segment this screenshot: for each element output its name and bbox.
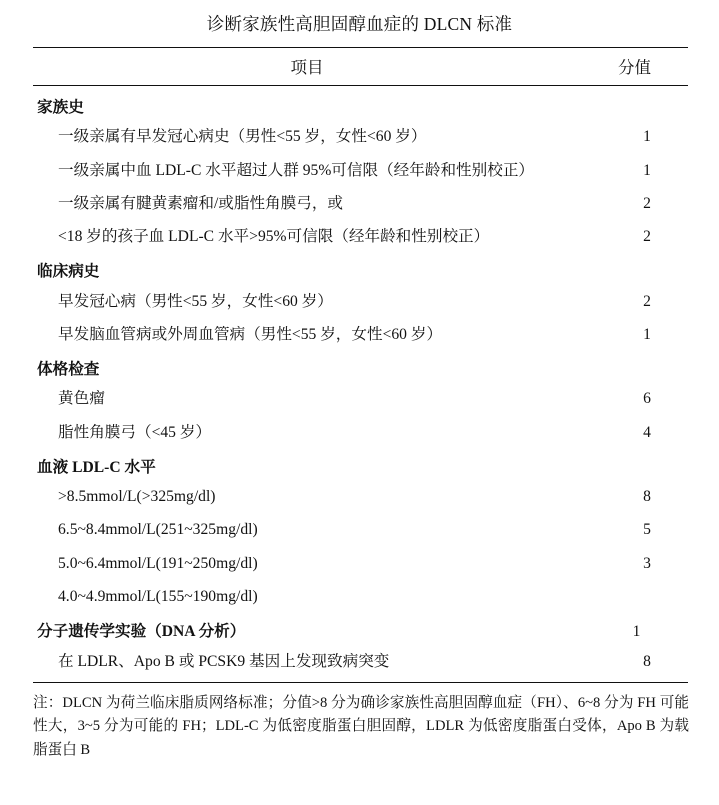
- section-label: 体格检查: [37, 361, 100, 379]
- criterion-score: 8: [643, 652, 651, 670]
- column-header-score: 分值: [618, 58, 651, 77]
- criterion-score: 2: [643, 292, 651, 310]
- criterion-label: <18 岁的孩子血 LDL-C 水平>95%可信限（经年龄和性别校正）: [58, 228, 490, 246]
- table-row: [33, 285, 688, 318]
- criterion-score: 1: [632, 623, 641, 641]
- table-row: [33, 645, 688, 678]
- page-title: 诊断家族性高胆固醇血症的 DLCN 标准: [206, 14, 513, 34]
- footnote-text: 注：DLCN 为荷兰临床脂质网络标准；分值>8 分为确诊家族性高胆固醇血症（FH）、6~8 分为 FH 可能性大，3~5 分为可能的 FH；LDL-C 为低密度脂蛋白胆固醇，LDLR 为低密度脂蛋白受体，Apo B 为载脂蛋白 B: [33, 694, 689, 759]
- criterion-score: 6: [643, 390, 651, 408]
- table-row: [33, 513, 688, 546]
- criterion-label: 6.5~8.4mmol/L(251~325mg/dl): [58, 521, 258, 539]
- table-section-row: [33, 449, 688, 480]
- table-section-row: [33, 89, 688, 120]
- section-label: 分子遗传学实验（DNA 分析）: [37, 623, 246, 641]
- table-section-row: [33, 613, 688, 644]
- criterion-score: 1: [643, 128, 651, 146]
- criterion-score: 3: [643, 554, 651, 572]
- table-row: [33, 220, 688, 253]
- table-row: [33, 120, 688, 153]
- criterion-label: 在 LDLR、Apo B 或 PCSK9 基因上发现致病突变: [58, 652, 390, 670]
- criterion-label: 一级亲属有早发冠心病史（男性<55 岁，女性<60 岁）: [58, 128, 427, 146]
- table-bottom-rule: [33, 682, 688, 683]
- criterion-score: 1: [643, 161, 651, 179]
- criterion-label: 一级亲属有腱黄素瘤和/或脂性角膜弓，或: [58, 194, 344, 212]
- criterion-label: 一级亲属中血 LDL-C 水平超过人群 95%可信限（经年龄和性别校正）: [58, 161, 535, 179]
- table-row: [33, 187, 688, 220]
- criterion-score: 8: [643, 488, 651, 506]
- table-section-row: [33, 351, 688, 382]
- table-row: [33, 480, 688, 513]
- criterion-label: >8.5mmol/L(>325mg/dl): [58, 488, 216, 506]
- table-body: [33, 86, 688, 682]
- criterion-score: 5: [643, 521, 651, 539]
- table-header-row: [33, 48, 688, 85]
- criterion-score: 2: [643, 194, 651, 212]
- criterion-label: 5.0~6.4mmol/L(191~250mg/dl): [58, 554, 258, 572]
- table-row: [33, 580, 688, 613]
- criterion-label: 黄色瘤: [58, 390, 105, 408]
- criterion-score: 2: [643, 228, 651, 246]
- table-row: [33, 154, 688, 187]
- section-label: 血液 LDL-C 水平: [37, 458, 156, 476]
- table-row: [33, 318, 688, 351]
- section-label: 家族史: [37, 99, 84, 116]
- criterion-label: 早发冠心病（男性<55 岁，女性<60 岁）: [58, 292, 333, 310]
- criterion-score: 4: [643, 423, 651, 441]
- table-footnote: [33, 692, 689, 763]
- table-row: [33, 547, 688, 580]
- criterion-score: 1: [643, 325, 651, 343]
- column-header-item: 项目: [290, 58, 324, 77]
- table-row: [33, 382, 688, 415]
- section-label: 临床病史: [37, 263, 100, 281]
- dlcn-criteria-table: [33, 47, 688, 683]
- criterion-label: 早发脑血管病或外周血管病（男性<55 岁，女性<60 岁）: [58, 325, 443, 343]
- criterion-label: 4.0~4.9mmol/L(155~190mg/dl): [58, 587, 258, 605]
- criterion-label: 脂性角膜弓（<45 岁）: [58, 423, 212, 441]
- table-section-row: [33, 253, 688, 284]
- table-row: [33, 416, 688, 449]
